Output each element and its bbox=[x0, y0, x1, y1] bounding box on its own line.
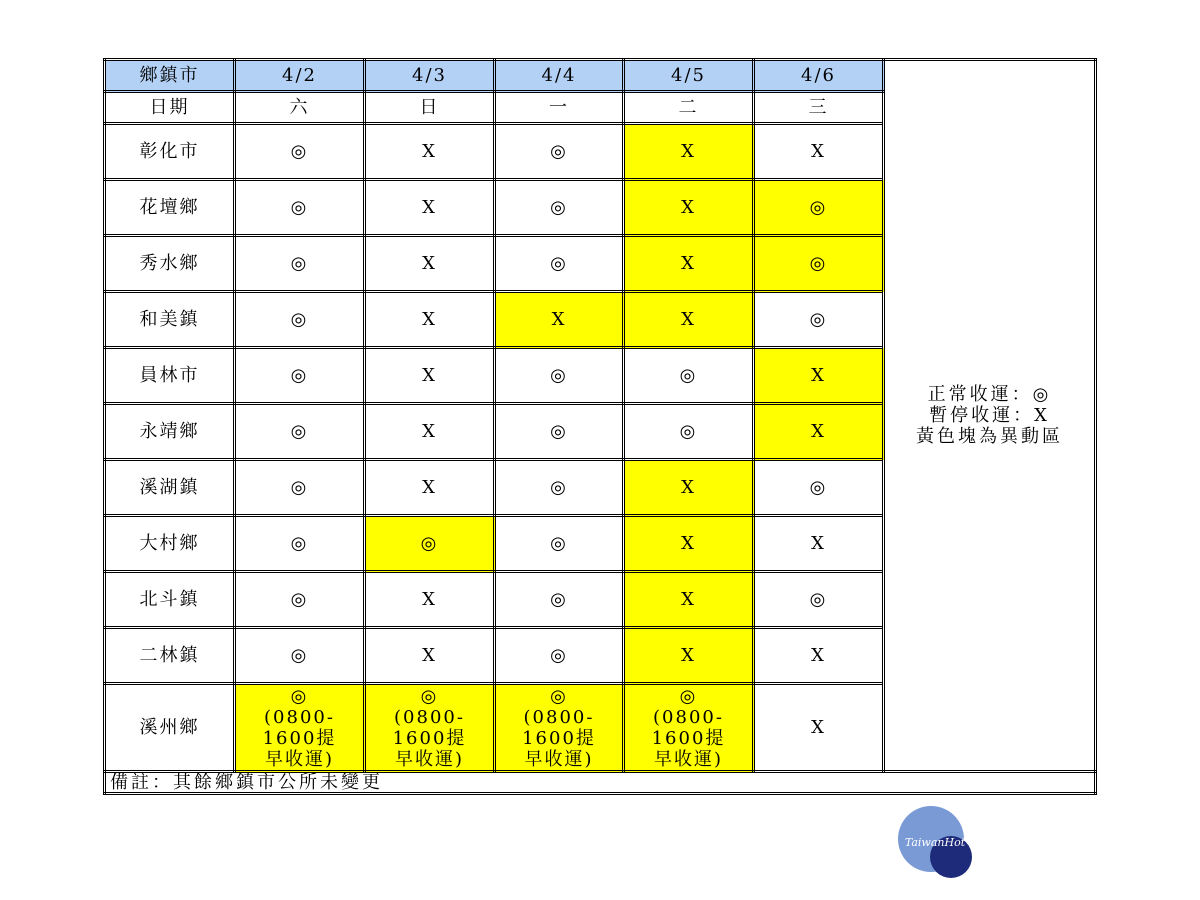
early-collection-line: 1600提 bbox=[392, 727, 467, 749]
header-weekday: 日 bbox=[365, 92, 495, 124]
early-collection-line: (0800- bbox=[653, 706, 724, 728]
status-cell: X bbox=[365, 348, 495, 404]
town-name: 溪湖鎮 bbox=[105, 460, 235, 516]
legend-yellow: 黃色塊為異動區 bbox=[916, 426, 1063, 447]
status-cell: X bbox=[754, 684, 884, 772]
town-name: 溪州鄉 bbox=[105, 684, 235, 772]
status-cell: ◎ bbox=[235, 180, 365, 236]
status-cell: ◎ bbox=[495, 404, 624, 460]
early-collection-line: 早收運) bbox=[264, 748, 335, 770]
status-cell-early-collection bbox=[365, 684, 495, 772]
header-weekday: 六 bbox=[235, 92, 365, 124]
note-row bbox=[105, 772, 1096, 794]
status-cell: ◎ bbox=[235, 628, 365, 684]
status-cell: ◎ bbox=[495, 516, 624, 572]
early-collection-line: ◎ bbox=[550, 685, 568, 707]
status-cell: ◎ bbox=[754, 460, 884, 516]
early-collection-line: 早收運) bbox=[394, 748, 465, 770]
status-cell: X bbox=[624, 460, 754, 516]
early-collection-line: 1600提 bbox=[262, 727, 337, 749]
status-cell: ◎ bbox=[495, 124, 624, 180]
status-cell: X bbox=[624, 572, 754, 628]
status-cell: ◎ bbox=[495, 572, 624, 628]
status-cell: ◎ bbox=[235, 404, 365, 460]
status-cell: X bbox=[365, 572, 495, 628]
early-collection-line: 1600提 bbox=[651, 727, 726, 749]
early-collection-line: (0800- bbox=[523, 706, 595, 728]
early-collection-line: ◎ bbox=[420, 685, 439, 707]
status-cell: ◎ bbox=[235, 460, 365, 516]
status-cell: ◎ bbox=[624, 348, 754, 404]
header-row-dates bbox=[105, 60, 1096, 92]
status-cell: X bbox=[624, 236, 754, 292]
town-name: 彰化市 bbox=[105, 124, 235, 180]
status-cell: X bbox=[365, 404, 495, 460]
status-cell: ◎ bbox=[235, 236, 365, 292]
header-date: 4/5 bbox=[624, 60, 754, 92]
header-weekday: 二 bbox=[624, 92, 754, 124]
status-cell-early-collection bbox=[624, 684, 754, 772]
status-cell: ◎ bbox=[495, 460, 624, 516]
header-date: 4/3 bbox=[365, 60, 495, 92]
header-date: 4/6 bbox=[754, 60, 884, 92]
status-cell: X bbox=[365, 180, 495, 236]
town-name: 員林市 bbox=[105, 348, 235, 404]
town-name: 北斗鎮 bbox=[105, 572, 235, 628]
status-cell: ◎ bbox=[754, 292, 884, 348]
town-name: 秀水鄉 bbox=[105, 236, 235, 292]
status-cell: ◎ bbox=[624, 404, 754, 460]
status-cell: X bbox=[624, 292, 754, 348]
legend-suspended: 暫停收運：X bbox=[929, 405, 1050, 426]
status-cell: X bbox=[754, 516, 884, 572]
status-cell: ◎ bbox=[365, 516, 495, 572]
town-name: 二林鎮 bbox=[105, 628, 235, 684]
status-cell: ◎ bbox=[754, 180, 884, 236]
town-name: 大村鄉 bbox=[105, 516, 235, 572]
early-collection-line: 1600提 bbox=[522, 727, 596, 749]
status-cell: X bbox=[365, 236, 495, 292]
town-name: 永靖鄉 bbox=[105, 404, 235, 460]
status-cell: X bbox=[624, 516, 754, 572]
status-cell-early-collection bbox=[235, 684, 365, 772]
early-collection-line: 早收運) bbox=[524, 748, 594, 770]
status-cell: ◎ bbox=[495, 628, 624, 684]
garbage-collection-schedule-table bbox=[103, 58, 1097, 795]
early-collection-line: (0800- bbox=[394, 706, 465, 728]
status-cell-early-collection bbox=[495, 684, 624, 772]
early-collection-line: ◎ bbox=[290, 685, 309, 707]
status-cell: X bbox=[754, 404, 884, 460]
header-label-date: 日期 bbox=[105, 92, 235, 124]
early-collection-line: 早收運) bbox=[653, 748, 724, 770]
legend-normal: 正常收運：◎ bbox=[927, 384, 1052, 405]
status-cell: ◎ bbox=[235, 292, 365, 348]
status-cell: X bbox=[624, 180, 754, 236]
status-cell: X bbox=[365, 292, 495, 348]
status-cell: X bbox=[754, 348, 884, 404]
status-cell: ◎ bbox=[235, 124, 365, 180]
legend-cell bbox=[884, 60, 1096, 772]
status-cell: ◎ bbox=[495, 348, 624, 404]
status-cell: X bbox=[754, 124, 884, 180]
status-cell: ◎ bbox=[495, 180, 624, 236]
status-cell: ◎ bbox=[754, 572, 884, 628]
header-weekday: 三 bbox=[754, 92, 884, 124]
status-cell: ◎ bbox=[235, 572, 365, 628]
status-cell: ◎ bbox=[235, 516, 365, 572]
status-cell: ◎ bbox=[235, 348, 365, 404]
header-date: 4/2 bbox=[235, 60, 365, 92]
remark-note: 備註：其餘鄉鎮市公所未變更 bbox=[105, 772, 1096, 794]
header-label-town: 鄉鎮市 bbox=[105, 60, 235, 92]
town-name: 花壇鄉 bbox=[105, 180, 235, 236]
status-cell: ◎ bbox=[754, 236, 884, 292]
logo-text: TaiwanHot bbox=[904, 836, 966, 849]
taiwanhot-logo bbox=[898, 806, 974, 878]
header-date: 4/4 bbox=[495, 60, 624, 92]
status-cell: ◎ bbox=[495, 236, 624, 292]
town-name: 和美鎮 bbox=[105, 292, 235, 348]
status-cell: X bbox=[365, 460, 495, 516]
status-cell: X bbox=[365, 124, 495, 180]
status-cell: X bbox=[624, 628, 754, 684]
status-cell: X bbox=[624, 124, 754, 180]
early-collection-line: ◎ bbox=[679, 685, 698, 707]
status-cell: X bbox=[495, 292, 624, 348]
status-cell: X bbox=[754, 628, 884, 684]
status-cell: X bbox=[365, 628, 495, 684]
header-weekday: 一 bbox=[495, 92, 624, 124]
early-collection-line: (0800- bbox=[264, 706, 335, 728]
